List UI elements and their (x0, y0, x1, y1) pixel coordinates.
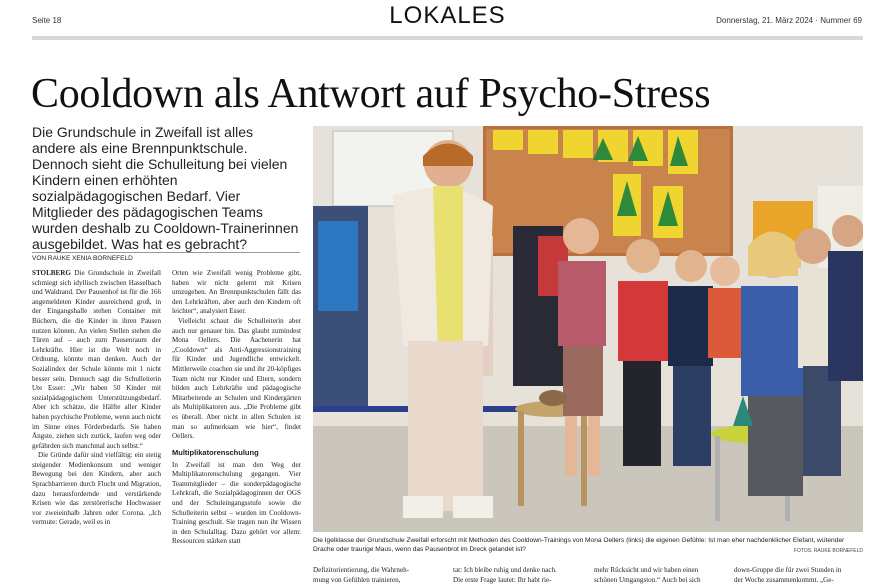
section-title: LOKALES (389, 2, 506, 29)
photo-credit: FOTOS: RAUKE BORNEFELD (793, 548, 863, 554)
bottom-column-2-line-2: Die erste Frage lautet: Ihr habt rie- (453, 575, 552, 584)
bottom-column-1 (313, 566, 409, 585)
headline: Cooldown als Antwort auf Psycho-Stress (31, 71, 711, 117)
column-2-paragraph-3: In Zweifall ist man den Weg der Multiplikatorenschulung gegangen. Vier Teammitglieder – die sonderpädagogische Lehrkraft, die Sozialpädagoginnen der OGS und der Schuleingangsstufe sowie die Schulleiterin selbst – wurden im Cooldown-Training geschult. Sie tragen nun ihr Wissen in den Schulalltag. Dazu gehört vor allem: Ressourcen stärken statt (172, 460, 301, 546)
bottom-column-4-line-2: der Woche zusammenkommt. „Ge- (734, 575, 834, 584)
subheading: Multiplikatorenschulung (172, 447, 259, 457)
bottom-column-3 (594, 566, 701, 585)
column-1-paragraph-2: Die Gründe dafür sind vielfältig: ein stetig steigender Medienkonsum und weniger Bewegung bei den Kindern, aber auch Sprachbarrieren durch Flucht und Migration, dazu herausfordernde und verstärkende Krisen wie das zerstörerische Hochwasser vor zweieinhalb Jahren oder Corona. „Ich vermute: Gerade, weil es in (32, 451, 161, 527)
article-column-1 (32, 269, 161, 528)
author-line: VON RAUKE XENIA BORNEFELD (32, 252, 300, 262)
lead-paragraph: Die Grundschule in Zweifall ist alles andere als eine Brennpunktschule. Dennoch sieht die Schulleitung bei vielen Kindern einen erhöhten sozialpädagogischen Bedarf. Vier Mitglieder des pädagogischen Teams wurden deshalb zu Cooldown-Trainerinnen ausgebildet. Was hat es gebracht? (32, 124, 299, 252)
column-2-paragraph-1: Orten wie Zweifall wenig Probleme gibt, haben wir nicht gelernt mit Krisen umzugehen. An Brennpunktschulen fällt das den Lehrkräften, aber auch den Kindern oft leichter“, analysiert Esser. (172, 269, 301, 316)
photo-classroom (313, 126, 863, 532)
article-column-2 (172, 269, 301, 547)
page-number: Seite 18 (32, 16, 62, 25)
column-2-paragraph-2: Vielleicht schaut die Schulleiterin aber auch nur genauer hin. Das glaubt zumindest Mona Oellers. Die Aachenerin hat „Cooldown“ als Anti-Aggressionstraining für Kinder und Jugendliche entwickelt. Mittlerweile coachen sie und ihr 20-köpfiges Team nicht nur Kinder und Eltern, sondern bilden auch Lehrkräfte und pädagogische Mitarbeitende an Schulen und Kindergärten als Multiplikatoren aus. „Die Probleme gibt es überall. Aber nicht in allen Schulen ist man so aufmerksam wie hier“, findet Oellers. (172, 316, 301, 441)
bottom-column-2-line-1: tat: Ich bleibe ruhig und denke nach. (453, 566, 557, 574)
dateline: STOLBERG (32, 269, 71, 277)
bottom-column-4 (734, 566, 841, 585)
header-rule (32, 36, 863, 40)
column-1-paragraph-1 (32, 269, 161, 451)
photo-caption: Die Igelklasse der Grundschule Zweifall erforscht mit Methoden des Cooldown-Trainings von Mona Oellers (links) die eigenen Gefühle: Ist man eher nachdenklicher Elefant, wütender Drache oder traurige Maus, wenn das Pausenbrot im Dreck gelandet ist? (313, 537, 845, 553)
column-1-text-1: Die Grundschule in Zweifall schmiegt sich idyllisch zwischen Hasselbach und Waldrand. Der Pausenhof ist für die 166 angemeldeten Kinder ausreichend groß, in der Eingangshalle stehen Container mit Büchern, die die Kinder in ihren Pausen nutzen können. An vielen Stellen stehen die Türen auf – auch zum Pausenraum der Lehrkräfte. Hier ist die Welt noch in Ordnung, könnte man denken. Auch der Sozialindex der Schule könnte mit 1 nicht besser sein. Dennoch sagt die Schulleiterin Ute Esser: „Wir haben 50 Kinder mit sozialpädagogischem Unterstützungsbedarf. Aber ich schätze, die Hälfte aller Kinder haben psychische Probleme, wenn auch nicht im Sinne eines Förderbedarfs. Sie haben Ängste, ziehen sich zurück, laufen weg oder gefährden sich manchmal auch selbst.“ (32, 269, 161, 450)
bottom-column-3-line-2: schönen Umgangston.“ Auch bei sich (594, 575, 701, 584)
bottom-column-4-line-1: down-Gruppe die für zwei Stunden in (734, 566, 842, 574)
bottom-column-1-line-1: Defizitorientierung, die Wahrneh- (313, 566, 410, 574)
bottom-column-1-line-2: mung von Gefühlen trainieren, (313, 575, 401, 584)
classroom-photo (313, 126, 863, 532)
bottom-column-2 (453, 566, 557, 585)
bottom-column-3-line-1: mehr Rücksicht und wir haben einen (594, 566, 699, 574)
issue-date: Donnerstag, 21. März 2024 · Nummer 69 (716, 16, 862, 25)
